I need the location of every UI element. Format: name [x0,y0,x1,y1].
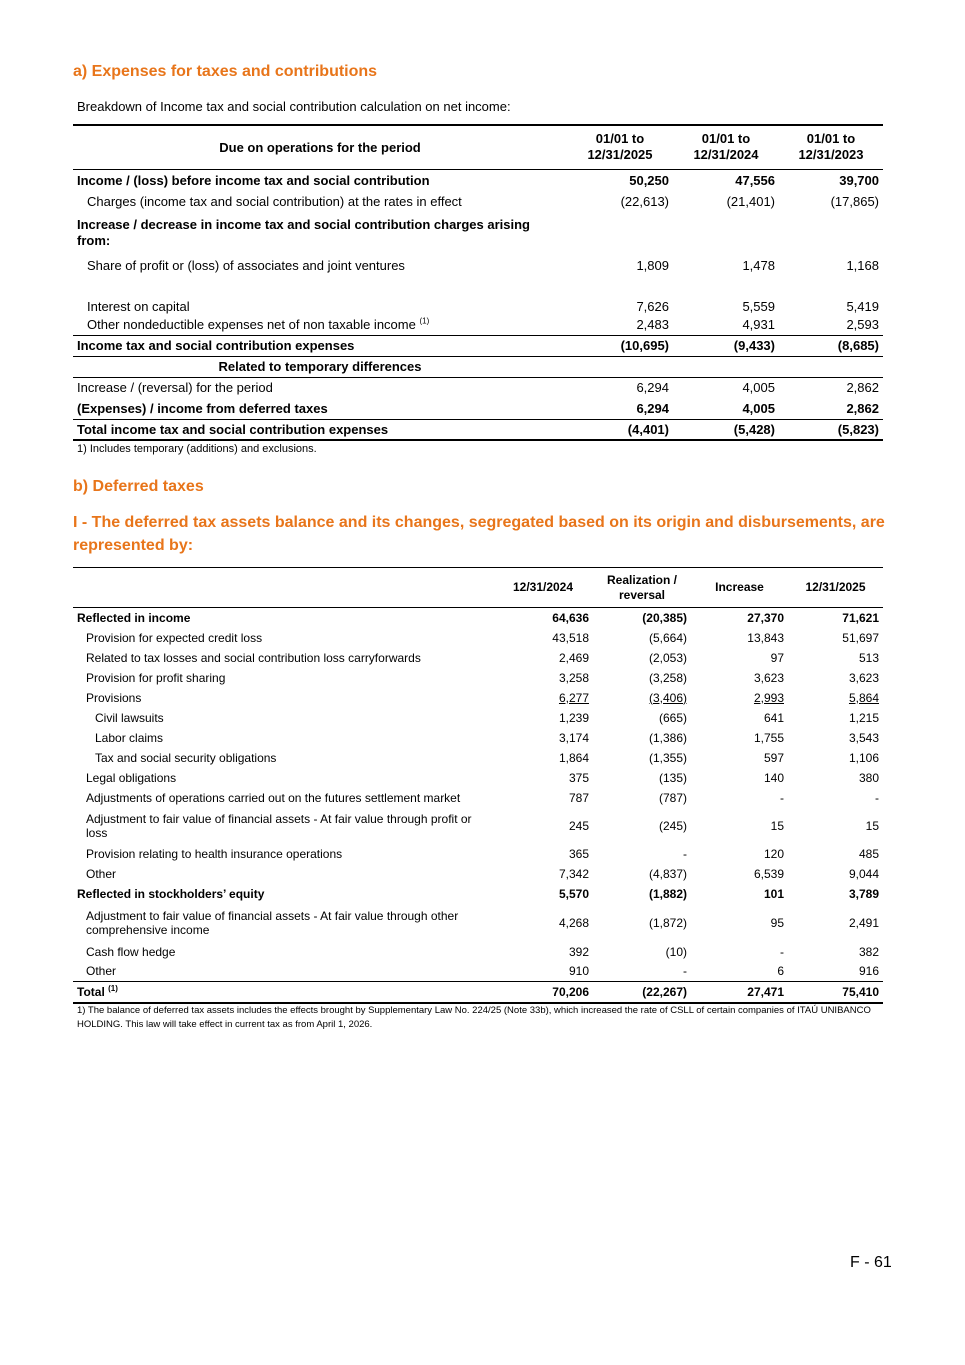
table-row: Labor claims 3,174 (1,386) 1,755 3,543 [95,730,879,745]
table-row: Total income tax and social contribution expenses (4,401) (5,428) (5,823) [73,419,883,440]
table-row: Related to temporary differences [73,356,883,377]
table-row: Adjustments of operations carried out on the futures settlement market 787 (787) - - [86,790,879,805]
table-row: Provision relating to health insurance operations 365 - 120 485 [86,846,879,861]
header-col-2024: 12/31/2024 [493,568,593,608]
table-row: Adjustment to fair value of financial assets - At fair value through profit or loss 245 (245) 15 15 [86,811,879,840]
table-row: Other 910 - 6 916 [86,964,879,979]
header-label: Due on operations for the period [73,125,567,169]
table-row: Reflected in income 64,636 (20,385) 27,370 71,621 [77,610,879,625]
table-row: Legal obligations 375 (135) 140 380 [86,770,879,785]
header-col-increase: Increase [691,568,788,608]
table-row: Other nondeductible expenses net of non taxable income $^{(1)}$ 2,483 4,931 2,593 [87,316,879,332]
table-row: Cash flow hedge 392 (10) - 382 [86,944,879,959]
table-header [73,568,883,608]
table1-footnote: 1) Includes temporary (additions) and exclusions. [77,443,317,455]
table-row: Provisions 6,277 (3,406) 2,993 5,864 [86,690,879,705]
intro-text: Breakdown of Income tax and social contribution calculation on net income: [77,99,511,114]
table-header [73,125,883,169]
table-row-total: Total $^{(1)}$ 70,206 (22,267) 27,471 75,410 [73,982,883,1003]
table-row: Income tax and social contribution expenses (10,695) (9,433) (8,685) [73,335,883,356]
section-a-title: a) Expenses for taxes and contributions [73,63,378,80]
header-col-2023: 01/01 to 12/31/2023 [779,125,883,169]
page-number: F - 61 [850,1254,892,1271]
section-b-title: b) Deferred taxes [73,478,204,495]
table-row: Reflected in stockholders’ equity 5,570 (1,882) 101 3,789 [77,886,879,901]
table-row: Civil lawsuits 1,239 (665) 641 1,215 [95,710,879,725]
table-row: Tax and social security obligations 1,864 (1,355) 597 1,106 [95,750,879,765]
table-row: Provision for profit sharing 3,258 (3,258) 3,623 3,623 [86,670,879,685]
table-row: Provision for expected credit loss 43,518 (5,664) 13,843 51,697 [86,630,879,645]
header-col-2024: 01/01 to 12/31/2024 [673,125,779,169]
table-row: Share of profit or (loss) of associates and joint ventures 1,809 1,478 1,168 [87,257,879,273]
table-row: Income / (loss) before income tax and social contribution 50,250 47,556 39,700 [77,172,879,188]
table-row: (Expenses) / income from deferred taxes 6,294 4,005 2,862 [73,398,883,419]
header-col-realization: Realization / reversal [593,568,691,608]
table2-footnote: 1) The balance of deferred tax assets includes the effects brought by Supplementary Law No. 224/25 (Note 33b), which increased the rate of CSLL of certain companies of ITAÚ UNIBANCO HOLDING. This law will take effect in current tax as from April 1, 2026. [77,1005,871,1030]
header-col-2025: 01/01 to 12/31/2025 [567,125,673,169]
table-row: Related to tax losses and social contribution loss carryforwards 2,469 (2,053) 97 513 [86,650,879,665]
table-row: Increase / (reversal) for the period 6,294 4,005 2,862 [77,380,879,396]
table-row: Adjustment to fair value of financial assets - At fair value through other comprehensive income 4,268 (1,872) 95 2,491 [86,908,879,937]
deferred-tax-table [73,567,883,1004]
income-tax-table [73,124,883,441]
header-col-2025: 12/31/2025 [788,568,883,608]
table-row: Other 7,342 (4,837) 6,539 9,044 [86,866,879,881]
table-row: Increase / decrease in income tax and social contribution charges arising from: [77,217,530,248]
table-row: Charges (income tax and social contribution) at the rates in effect (22,613) (21,401) (17,865) [87,194,879,209]
table-row: Interest on capital 7,626 5,559 5,419 [87,299,879,314]
section-b-subtitle: I - The deferred tax assets balance and its changes, segregated based on its origin and disbursements, are represented by: [73,514,885,554]
